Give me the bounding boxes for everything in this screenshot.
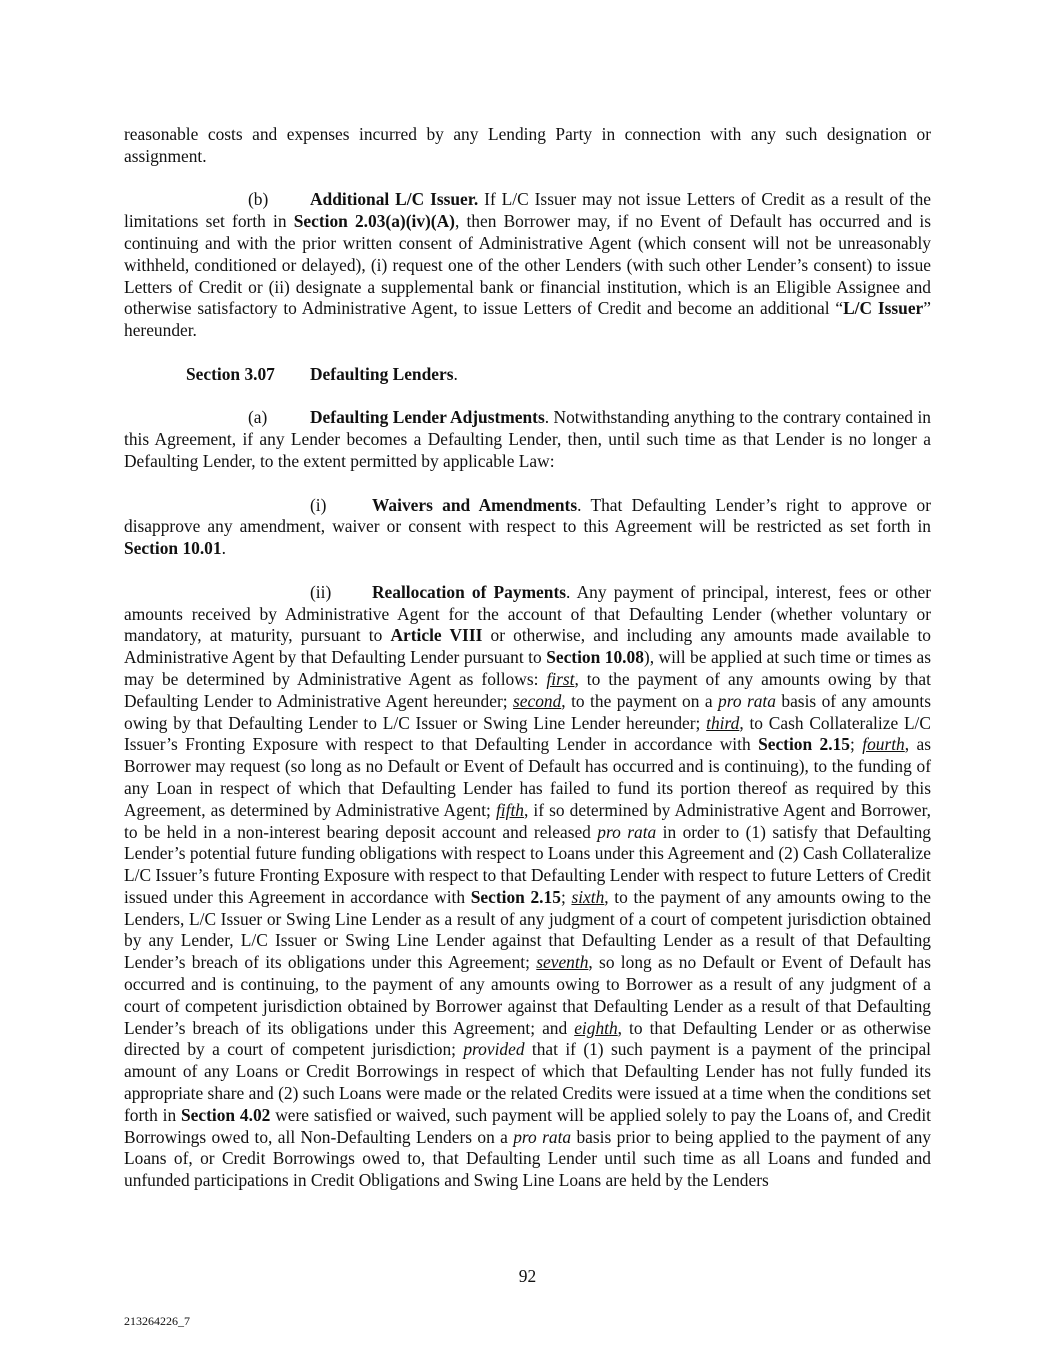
defined-term: L/C Issuer: [843, 298, 924, 319]
clause-number: (ii): [310, 581, 332, 602]
page-number: 92: [518, 1266, 537, 1286]
paragraph-i-waivers-amendments: (i) Waivers and Amendments. That Defaulting Lender’s right to approve or disapprove any amendment, waiver or consent with respect to this Agreement will be restricted as set forth in Section 10.01.: [124, 494, 931, 559]
document-page: [124, 124, 931, 1192]
ordinal-term: sixth: [571, 886, 605, 907]
clause-heading: Reallocation of Payments: [372, 581, 567, 602]
article-reference: Article VIII: [390, 625, 483, 646]
ordinal-term: second: [513, 690, 562, 711]
paragraph-a-defaulting-lender-adjustments: (a) Defaulting Lender Adjustments. Notwithstanding anything to the contrary contained in this Agreement, if any Lender becomes a Defaulting Lender, then, until such time as that Lender is no longer a Defaulting Lender, to the extent permitted by applicable Law:: [124, 407, 931, 471]
document-id: 213264226_7: [124, 1314, 190, 1328]
clause-heading: Waivers and Amendments: [372, 494, 578, 515]
section-reference: Section 10.01: [124, 538, 222, 559]
paragraph-continuation: reasonable costs and expenses incurred by any Lending Party in connection with any such designation or assignment.: [124, 124, 931, 166]
italic-term: pro rata: [718, 690, 776, 711]
clause-number: (a): [248, 407, 268, 428]
section-heading: Section 3.07 Defaulting Lenders.: [186, 363, 458, 384]
ordinal-term: fourth: [862, 734, 905, 755]
ordinal-term: eighth: [574, 1017, 618, 1038]
section-number: Section 3.07: [186, 363, 275, 384]
ordinal-term: third: [706, 712, 740, 733]
ordinal-term: fifth: [495, 799, 524, 820]
clause-number: (i): [310, 494, 327, 515]
section-reference: Section 2.15: [470, 886, 561, 907]
paragraph-b-additional-lc-issuer: (b) Additional L/C Issuer. If L/C Issuer may not issue Letters of Credit as a result of the limitations set forth in Section 2.03(a)(iv)(A), then Borrower may, if no Event of Default has occurred and is continuing and with the prior written consent of Administrative Agent (which consent will not be unreasonably withheld, conditioned or delayed), (i) request one of the other Lenders (with such other Lender’s consent) to issue Letters of Credit or (ii) designate a supplemental bank or financial institution, which is an Eligible Assignee and otherwise satisfactory to Administrative Agent, to issue Letters of Credit and become an additional “L/C Issuer” hereunder.: [124, 189, 931, 341]
section-reference: Section 10.08: [546, 647, 644, 668]
italic-term: pro rata: [513, 1126, 572, 1147]
ordinal-term: first: [546, 668, 575, 689]
section-reference: Section 4.02: [181, 1104, 271, 1125]
clause-number: (b): [248, 189, 269, 210]
italic-term: provided: [463, 1039, 525, 1060]
paragraph-ii-reallocation-of-payments: (ii) Reallocation of Payments. Any payment of principal, interest, fees or other amounts received by Administrative Agent for the account of that Defaulting Lender (whether voluntary or mandatory, at maturity, pursuant to Article VIII or otherwise, and including any amounts made available to Administrative Agent by that Defaulting Lender pursuant to Section 10.08), will be applied at such time or times as may be determined by Administrative Agent as follows: first, to the payment of any amounts owing by that Defaulting Lender to Administrative Agent hereunder; second, to the payment on a pro rata basis of any amounts owing by that Defaulting Lender to L/C Issuer or Swing Line Lender hereunder; third, to Cash Collateralize L/C Issuer’s Fronting Exposure with respect to that Defaulting Lender in accordance with Section 2.15; fourth, as Borrower may request (so long as no Default or Event of Default has occurred and is continuing), to the funding of any Loan in respect of which that Defaulting Lender has failed to fund its portion thereof as required by this Agreement, as determined by Administrative Agent; fifth, if so determined by Administrative Agent and Borrower, to be held in a non-interest bearing deposit account and released pro rata in order to (1) satisfy that Defaulting Lender’s potential future funding obligations with respect to Loans under this Agreement and (2) Cash Collateralize L/C Issuer’s future Fronting Exposure with respect to that Defaulting Lender with respect to future Letters of Credit issued under this Agreement in accordance with Section 2.15; sixth, to the payment of any amounts owing to the Lenders, L/C Issuer or Swing Line Lender as a result of any judgment of a court of competent jurisdiction obtained by any Lender, L/C Issuer or Swing Line Lender against that Defaulting Lender as a result of that Defaulting Lender’s breach of its obligations under this Agreement; seventh, so long as no Default or Event of Default has occurred and is continuing, to the payment of any amounts owing to Borrower as a result of any judgment of a court of competent jurisdiction obtained by Borrower against that Defaulting Lender as a result of that Defaulting Lender’s breach of its obligations under this Agreement; and eighth, to that Defaulting Lender or as otherwise directed by a court of competent jurisdiction; provided that if (1) such payment is a payment of the principal amount of any Loans or Credit Borrowings in respect of which that Defaulting Lender has not fully funded its appropriate share and (2) such Loans were made or the related Credits were issued at a time when the conditions set forth in Section 4.02 were satisfied or waived, such payment will be applied solely to pay the Loans of, and Credit Borrowings owed to, all Non-Defaulting Lenders on a pro rata basis prior to being applied to the payment of any Loans of, or Credit Borrowings owed to, that Defaulting Lender until such time as all Loans and funded and unfunded participations in Credit Obligations and Swing Line Loans are held by the Lenders: [124, 581, 932, 1191]
section-title: Defaulting Lenders: [310, 363, 454, 384]
section-reference: Section 2.03(a)(iv)(A): [293, 211, 455, 232]
clause-heading: Additional L/C Issuer.: [310, 189, 479, 210]
ordinal-term: seventh: [536, 952, 589, 973]
italic-term: pro rata: [597, 821, 657, 842]
clause-heading: Defaulting Lender Adjustments: [310, 407, 545, 428]
section-reference: Section 2.15: [758, 734, 850, 755]
